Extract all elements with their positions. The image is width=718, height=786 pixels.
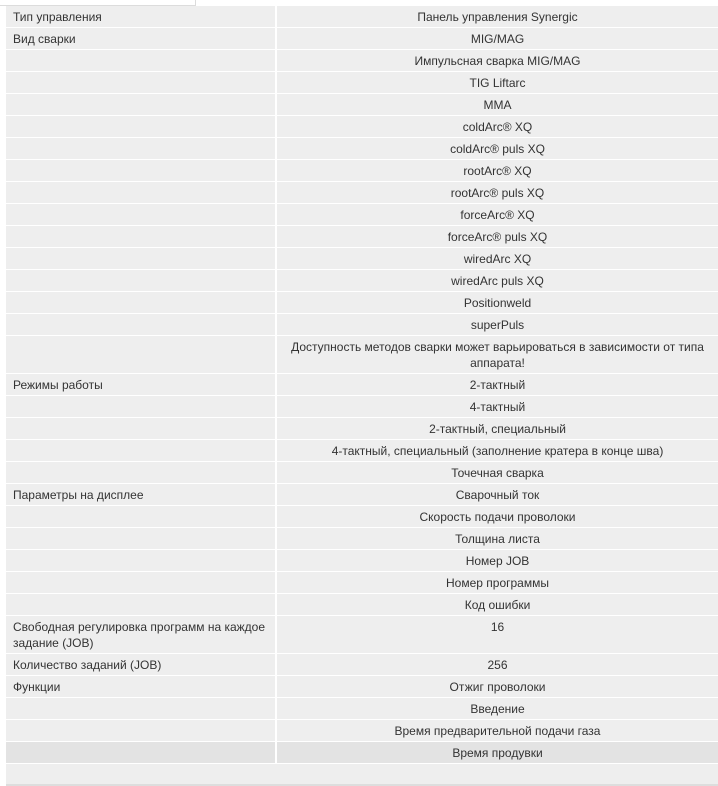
table-row (6, 418, 718, 440)
table-row (6, 160, 718, 182)
table-row (6, 506, 718, 528)
specifications-table-body (6, 6, 718, 764)
table-row (6, 138, 718, 160)
spec-label-cell (6, 116, 276, 138)
spec-label-cell (6, 594, 276, 616)
spec-label (6, 462, 275, 483)
spec-label-cell (6, 676, 276, 698)
spec-label-cell (6, 440, 276, 462)
spec-value-cell (276, 484, 718, 506)
spec-value: wiredArc XQ (463, 252, 532, 266)
spec-value: Отжиг проволоки (449, 680, 546, 694)
spec-label (6, 116, 275, 137)
spec-label (6, 292, 275, 313)
spec-value-cell (276, 654, 718, 676)
spec-value: wiredArc puls XQ (451, 274, 544, 288)
spec-label: Функции (13, 680, 61, 694)
spec-value: coldArc® puls XQ (450, 142, 545, 156)
spec-label (6, 50, 275, 71)
spec-value-cell (276, 204, 718, 226)
spec-value: forceArc® puls XQ (447, 230, 548, 244)
spec-label (6, 720, 275, 741)
spec-value: 2-тактный, специальный (429, 422, 566, 436)
table-row (6, 28, 718, 50)
table-row (6, 462, 718, 484)
spec-label-cell (6, 160, 276, 182)
specifications-table (6, 6, 718, 764)
spec-label-cell (6, 396, 276, 418)
spec-value-cell (276, 676, 718, 698)
spec-value: MIG/MAG (470, 32, 525, 46)
spec-label (6, 594, 275, 615)
table-row (6, 292, 718, 314)
table-row (6, 182, 718, 204)
spec-value: Введение (470, 702, 525, 716)
spec-label-cell (6, 270, 276, 292)
spec-label: Параметры на дисплее (13, 488, 144, 502)
spec-value-cell (276, 594, 718, 616)
spec-value-cell (276, 138, 718, 160)
spec-label (6, 160, 275, 181)
spec-value-cell (276, 374, 718, 396)
spec-value: Импульсная сварка MIG/MAG (414, 54, 581, 68)
spec-label: Режимы работы (13, 378, 103, 392)
spec-label-cell (6, 550, 276, 572)
spec-label-cell (6, 336, 276, 374)
table-row (6, 374, 718, 396)
spec-label-cell (6, 204, 276, 226)
spec-label-cell (6, 50, 276, 72)
table-row (6, 314, 718, 336)
table-row (6, 676, 718, 698)
spec-value-cell (276, 160, 718, 182)
table-row (6, 6, 718, 28)
spec-value: Сварочный ток (455, 488, 540, 502)
spec-label-cell (6, 226, 276, 248)
table-row (6, 720, 718, 742)
spec-label-cell (6, 484, 276, 506)
spec-value: Номер JOB (465, 554, 530, 568)
spec-label-cell (6, 314, 276, 336)
spec-value: Доступность методов сварки может варьироваться в зависимости от типа аппарата! (291, 340, 704, 370)
spec-value: 4-тактный, специальный (заполнение кратера в конце шва) (331, 444, 664, 458)
spec-label (6, 336, 275, 357)
spec-label (6, 314, 275, 335)
spec-label (6, 72, 275, 93)
spec-value-cell (276, 396, 718, 418)
spec-value-cell (276, 418, 718, 440)
spec-value: coldArc® XQ (462, 120, 533, 134)
spec-label-cell (6, 572, 276, 594)
spec-label (6, 440, 275, 461)
spec-value: Точечная сварка (451, 466, 544, 480)
spec-value-cell (276, 572, 718, 594)
spec-label (6, 528, 275, 549)
spec-value-cell (276, 698, 718, 720)
spec-label (6, 550, 275, 571)
spec-value: 16 (490, 620, 505, 634)
spec-label (6, 226, 275, 247)
spec-value-cell (276, 50, 718, 72)
spec-label (6, 396, 275, 417)
spec-value-cell (276, 6, 718, 28)
spec-value-cell (276, 94, 718, 116)
spec-label: Вид сварки (13, 32, 76, 46)
spec-value: Панель управления Synergic (417, 10, 578, 24)
spec-label (6, 506, 275, 527)
table-row (6, 550, 718, 572)
spec-label-cell (6, 6, 276, 28)
spec-value-cell (276, 528, 718, 550)
spec-value: 4-тактный (469, 400, 526, 414)
spec-value: Номер программы (446, 576, 549, 590)
spec-label-cell (6, 138, 276, 160)
spec-label (6, 182, 275, 203)
table-row (6, 528, 718, 550)
spec-value: Время продувки (452, 746, 543, 760)
spec-label (6, 572, 275, 593)
table-row (6, 204, 718, 226)
spec-value-cell (276, 550, 718, 572)
spec-value: rootArc® XQ (463, 164, 532, 178)
table-row (6, 396, 718, 418)
table-row (6, 698, 718, 720)
spec-label-cell (6, 528, 276, 550)
table-row (6, 572, 718, 594)
spec-value: Толщина листа (455, 532, 540, 546)
spec-value: Скорость подачи проволоки (419, 510, 576, 524)
spec-label-cell (6, 248, 276, 270)
table-row (6, 594, 718, 616)
spec-value: Время предварительной подачи газа (394, 724, 601, 738)
spec-value: forceArc® XQ (460, 208, 535, 222)
spec-value: rootArc® puls XQ (450, 186, 545, 200)
table-row (6, 336, 718, 374)
spec-value-cell (276, 440, 718, 462)
spec-label (6, 248, 275, 269)
spec-value-cell (276, 462, 718, 484)
spec-label (6, 204, 275, 225)
table-row (6, 248, 718, 270)
spec-value-cell (276, 742, 718, 764)
spec-value-cell (276, 116, 718, 138)
spec-value-cell (276, 72, 718, 94)
spec-label (6, 138, 275, 159)
spec-label-cell (6, 654, 276, 676)
spec-value-cell (276, 182, 718, 204)
spec-label-cell (6, 72, 276, 94)
spec-label (6, 418, 275, 439)
spec-value-cell (276, 226, 718, 248)
table-row (6, 484, 718, 506)
spec-label-cell (6, 182, 276, 204)
specifications-panel (6, 6, 718, 786)
spec-value: TIG Liftarc (469, 76, 526, 90)
spec-value: MMA (483, 98, 512, 112)
spec-value-cell (276, 248, 718, 270)
spec-label-cell (6, 506, 276, 528)
spec-value-cell (276, 616, 718, 654)
spec-value-cell (276, 292, 718, 314)
spec-value-cell (276, 720, 718, 742)
spec-value-cell (276, 28, 718, 50)
spec-label-cell (6, 94, 276, 116)
spec-label-cell (6, 742, 276, 764)
spec-value: superPuls (470, 318, 525, 332)
spec-label (6, 742, 275, 763)
spec-label-cell (6, 720, 276, 742)
table-row (6, 226, 718, 248)
spec-label: Тип управления (13, 10, 102, 24)
spec-value-cell (276, 270, 718, 292)
spec-value-cell (276, 336, 718, 374)
table-row (6, 50, 718, 72)
spec-label-cell (6, 28, 276, 50)
spec-label (6, 94, 275, 115)
spec-label-cell (6, 616, 276, 654)
table-row (6, 654, 718, 676)
spec-value: Positionweld (463, 296, 532, 310)
table-row (6, 440, 718, 462)
spec-label-cell (6, 462, 276, 484)
table-row (6, 616, 718, 654)
table-row (6, 72, 718, 94)
spec-label (6, 270, 275, 291)
spec-label: Количество заданий (JOB) (13, 658, 162, 672)
spec-label: Свободная регулировка программ на каждое задание (JOB) (13, 620, 266, 650)
spec-label-cell (6, 292, 276, 314)
table-row (6, 116, 718, 138)
spec-value-cell (276, 506, 718, 528)
spec-value: 2-тактный (469, 378, 526, 392)
table-row (6, 94, 718, 116)
spec-value: Код ошибки (464, 598, 531, 612)
spec-label (6, 698, 275, 719)
spec-value: 256 (487, 658, 508, 672)
table-row (6, 270, 718, 292)
spec-label-cell (6, 374, 276, 396)
spec-label-cell (6, 698, 276, 720)
table-row (6, 742, 718, 764)
spec-label-cell (6, 418, 276, 440)
spec-value-cell (276, 314, 718, 336)
